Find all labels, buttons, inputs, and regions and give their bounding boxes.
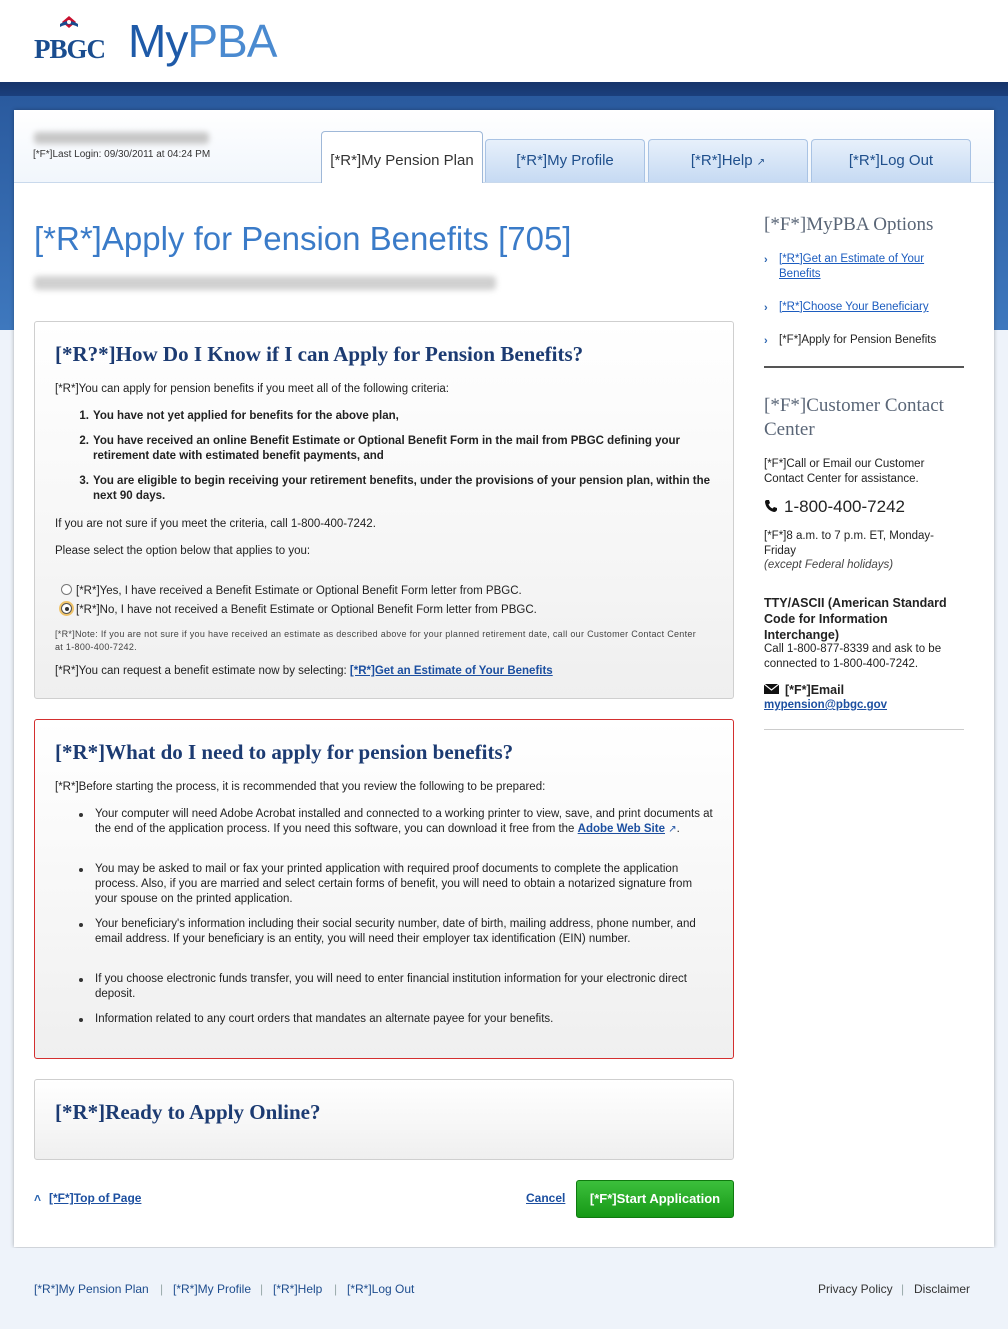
footer-separator: | xyxy=(160,1282,164,1296)
criteria-intro: [*R*]You can apply for pension benefits if you meet all of the following criteria: xyxy=(55,383,449,395)
requirements-section: [*R*]What do I need to apply for pension benefits? [*R*]Before starting the process, it is recommended that you review the following to be prepared: Your computer will need Adobe Acrobat installed and connected to a working printer to view, save, and print documents at the end of the application process. If you need this software, you can download it free from the Adobe Web Site ↗. You may be asked to mail or fax your printed application with required proof documents to complete the application process. Also, if you are married and select certain forms of benefit, you will need to obtain a notarized signature from your spouse on the printed application. Your beneficiary's information including their social security number, date of birth, mailing address, phone number, and email address. If your beneficiary is an entity, you will need their employer tax identification (EIN) number. If you choose electronic funds transfer, you will need to enter financial institution information for your electronic direct deposit. Information related to any court orders that mandates an alternate payee for your benefits. xyxy=(34,719,734,1059)
radio-yes-label[interactable]: [*R*]Yes, I have received a Benefit Estimate or Optional Benefit Form letter from PBGC. xyxy=(76,585,522,597)
item-number: 2. xyxy=(79,435,89,447)
tab-my-profile[interactable] xyxy=(485,139,645,182)
sidebar-divider xyxy=(764,366,964,368)
plan-name-redacted xyxy=(34,276,496,290)
footer-link-log-out[interactable]: [*R*]Log Out xyxy=(347,1282,415,1296)
phone-icon xyxy=(764,499,778,513)
cancel-link[interactable]: Cancel xyxy=(526,1191,566,1205)
bullet xyxy=(79,813,83,817)
contact-title xyxy=(764,394,964,442)
section-heading: [*R*]What do I need to apply for pension benefits? xyxy=(55,740,514,764)
privacy-policy-link[interactable]: Privacy Policy xyxy=(818,1282,893,1296)
user-name-redacted xyxy=(34,132,209,144)
top-of-page-link[interactable] xyxy=(34,1191,141,1205)
option-label: [*R*]Get an Estimate of Your Benefits xyxy=(779,253,925,280)
select-prompt: Please select the option below that applies to you: xyxy=(55,545,311,557)
ready-section xyxy=(34,1079,734,1160)
requirements-intro: [*R*]Before starting the process, it is recommended that you review the following to be prepared: xyxy=(55,781,546,793)
logo-my: My xyxy=(128,15,188,67)
not-sure-text: If you are not sure if you meet the criteria, call 1-800-400-7242. xyxy=(55,518,376,530)
radio-yes[interactable] xyxy=(61,584,72,595)
bullet xyxy=(79,868,83,872)
hours-text: [*F*]8 a.m. to 7 p.m. ET, Monday-Friday xyxy=(764,530,935,557)
top-of-page-label: [*F*]Top of Page xyxy=(49,1191,142,1205)
contact-heading: [*F*]Customer Contact Center xyxy=(764,395,944,440)
bullet xyxy=(79,1018,83,1022)
external-link-icon: ↗ xyxy=(668,824,677,835)
tab-log-out[interactable] xyxy=(811,139,971,182)
tty-title: TTY/ASCII (American Standard Code for Information Interchange) xyxy=(764,596,947,642)
phone-line xyxy=(764,497,964,517)
section-heading: [*R*]Ready to Apply Online? xyxy=(55,1100,321,1124)
options-heading: [*F*]MyPBA Options xyxy=(764,214,934,235)
item-text: Your beneficiary's information including their social security number, date of birth, mailing address, phone number, and email address. If your beneficiary is an entity, you will need their employer tax identification (EIN) number. xyxy=(95,918,696,945)
pbgc-eagle-icon xyxy=(56,14,82,36)
last-login: [*F*]Last Login: 09/30/2011 at 04:24 PM xyxy=(33,149,211,160)
site-header xyxy=(0,0,1008,82)
item-number: 3. xyxy=(79,475,89,487)
footer-link-help[interactable]: [*R*]Help xyxy=(273,1282,323,1296)
page-title: [*R*]Apply for Pension Benefits [705] xyxy=(34,220,572,257)
hours-note: (except Federal holidays) xyxy=(764,559,894,571)
pbgc-logo[interactable]: PBGC xyxy=(34,34,106,64)
email-label: [*F*]Email xyxy=(785,683,845,697)
item-text: If you choose electronic funds transfer, you will need to enter financial institution information for your electronic direct deposit. xyxy=(95,973,687,1000)
panel-header xyxy=(14,110,994,183)
disclaimer-link[interactable]: Disclaimer xyxy=(914,1282,971,1296)
footer-separator: | xyxy=(334,1282,338,1296)
tab-label: [*R*]Log Out xyxy=(848,152,934,169)
item-text: You are eligible to begin receiving your retirement benefits, under the provisions of your pension plan, within the next 90 days. xyxy=(93,475,711,502)
logo-pba: PBA xyxy=(187,15,277,67)
radio-no-label[interactable]: [*R*]No, I have not received a Benefit Estimate or Optional Benefit Form letter from PBGC. xyxy=(76,604,537,616)
item-text: You may be asked to mail or fax your printed application with required proof documents to complete the application process. Also, if you are married and select certain forms of benefit, you will need to obtain a notarized signature from your spouse on the printed application. xyxy=(95,863,693,905)
item-text: You have not yet applied for benefits for the above plan, xyxy=(93,410,399,422)
external-link-icon: ↗ xyxy=(756,157,766,168)
eligibility-section xyxy=(34,321,734,699)
tab-label: [*R*]Help xyxy=(690,152,753,169)
radio-no[interactable] xyxy=(61,603,72,614)
tty-text: Call 1-800-877-8339 and ask to be connected to 1-800-400-7242. xyxy=(764,643,942,670)
envelope-icon xyxy=(764,684,779,694)
options-title xyxy=(764,213,964,237)
item-text: You have received an online Benefit Estimate or Optional Benefit Form in the mail from PBGC defining your retirement date with estimated benefit payments, and xyxy=(93,435,681,462)
start-application-button[interactable]: [*F*]Start Application xyxy=(576,1180,734,1218)
bullet xyxy=(79,923,83,927)
tab-label: [*R*]My Profile xyxy=(516,152,614,169)
option-label: [*R*]Choose Your Beneficiary xyxy=(779,301,929,313)
email-label-line xyxy=(764,683,964,697)
footer-link-my-profile[interactable]: [*R*]My Profile xyxy=(173,1282,252,1296)
phone-number: 1-800-400-7242 xyxy=(784,497,905,516)
item-text: Your computer will need Adobe Acrobat installed and connected to a working printer to view, save, and print documents at the end of the application process. If you need this software, you can download it free from the xyxy=(95,808,713,835)
tab-label: [*R*]My Pension Plan xyxy=(330,152,474,169)
request-estimate-text xyxy=(55,664,553,679)
option-label: [*F*]Apply for Pension Benefits xyxy=(779,334,937,346)
contact-intro: [*F*]Call or Email our Customer Contact Center for assistance. xyxy=(764,458,925,485)
sidebar-divider xyxy=(764,729,964,730)
footer-separator: | xyxy=(901,1282,905,1296)
note-text: [*R*]Note: If you are not sure if you have received an estimate as described above for your planned retirement date, call our Customer Contact Center at 1-800-400-7242. xyxy=(55,629,697,652)
chevron-up-icon: ˄ xyxy=(34,1191,42,1205)
email-link[interactable]: mypension@pbgc.gov xyxy=(764,699,888,711)
tab-help[interactable] xyxy=(648,139,808,182)
item-number: 1. xyxy=(79,410,89,422)
chevron-right-icon: › xyxy=(764,335,768,347)
footer-separator: | xyxy=(260,1282,264,1296)
tab-my-pension-plan[interactable] xyxy=(321,131,483,183)
chevron-right-icon: › xyxy=(764,254,768,266)
request-text: [*R*]You can request a benefit estimate now by selecting: xyxy=(55,665,350,677)
item-text: Information related to any court orders that mandates an alternate payee for your benefits. xyxy=(95,1013,554,1025)
section-heading: [*R?*]How Do I Know if I can Apply for Pension Benefits? xyxy=(55,342,584,366)
bullet xyxy=(79,978,83,982)
get-estimate-link[interactable]: [*R*]Get an Estimate of Your Benefits xyxy=(349,665,553,677)
mypba-logo[interactable] xyxy=(128,14,276,68)
footer-link-my-pension-plan[interactable]: [*R*]My Pension Plan xyxy=(34,1282,149,1296)
chevron-right-icon: › xyxy=(764,302,768,314)
adobe-web-site-link[interactable]: Adobe Web Site xyxy=(577,823,665,835)
